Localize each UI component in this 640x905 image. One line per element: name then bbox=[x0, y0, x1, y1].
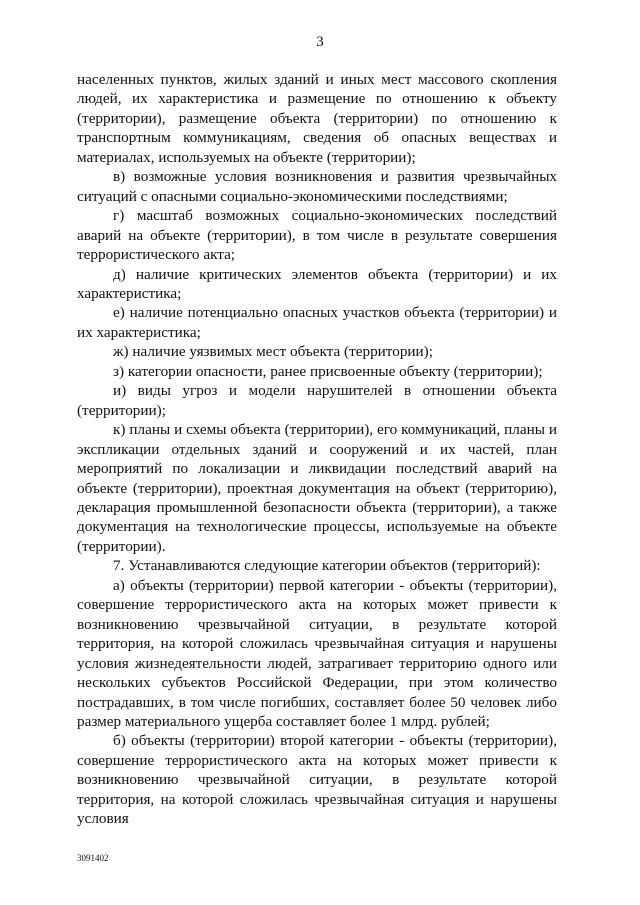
paragraph-item-i: и) виды угроз и модели нарушителей в отношении объекта (территории); bbox=[77, 382, 557, 419]
paragraph-item-v: в) возможные условия возникновения и развития чрезвычайных ситуаций с опасными социально-экономическими последствиями; bbox=[77, 168, 557, 205]
page-number: 3 bbox=[316, 34, 324, 50]
document-body bbox=[77, 70, 557, 829]
paragraph-section-7: 7. Устанавливаются следующие категории объектов (территорий): bbox=[113, 557, 541, 575]
paragraph-item-d: д) наличие критических элементов объекта (территории) и их характеристика; bbox=[77, 265, 557, 302]
paragraph-item-z: з) категории опасности, ранее присвоенные объекту (территории); bbox=[113, 362, 543, 380]
paragraph-continuation: населенных пунктов, жилых зданий и иных мест массового скопления людей, их характеристика и размещение по отношению к объекту (территории), размещение объекта (территории) по отношению к транспортным коммуникациям, сведения об опасных веществах и материалах, используемых на объекте (территории); bbox=[77, 71, 557, 166]
paragraph-item-e: е) наличие потенциально опасных участков объекта (территории) и их характеристика; bbox=[77, 304, 557, 341]
document-code: 3091402 bbox=[77, 853, 109, 863]
paragraph-category-b: б) объекты (территории) второй категории - объекты (территории), совершение террористического акта на которых может привести к возникновению чрезвычайной ситуации, в результате которой территория, на которой сложилась чрезвычайная ситуация и нарушены условия bbox=[77, 732, 557, 828]
paragraph-item-k: к) планы и схемы объекта (территории), его коммуникаций, планы и экспликации отдельных зданий и сооружений и их частей, план мероприятий по локализации и ликвидации последствий аварий на объекте (территории), проектная документация на объект (территорию), декларация промышленной безопасности объекта (территории), а также документация на технологические процессы, используемые на объекте (территории). bbox=[77, 421, 557, 555]
paragraph-item-zh: ж) наличие уязвимых мест объекта (территории); bbox=[113, 343, 433, 361]
paragraph-category-a: а) объекты (территории) первой категории - объекты (территории), совершение террористического акта на которых может привести к возникновению чрезвычайной ситуации, в результате которой территория, на которой сложилась чрезвычайная ситуация и нарушены условия жизнедеятельности людей, затрагивает территорию одного или нескольких субъектов Российской Федерации, при этом количество пострадавших, в том числе погибших, составляет более 50 человек либо размер материального ущерба составляет более 1 млрд. рублей; bbox=[77, 576, 557, 730]
paragraph-item-g: г) масштаб возможных социально-экономических последствий аварий на объекте (территории), в том числе в результате совершения террористического акта; bbox=[77, 207, 557, 264]
